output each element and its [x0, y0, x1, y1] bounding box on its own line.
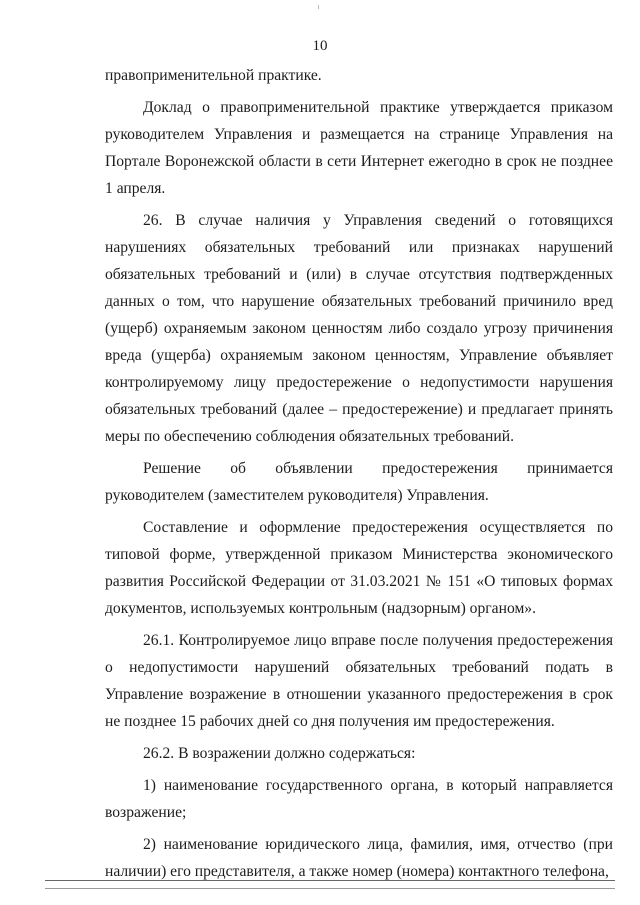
footer-divider — [45, 880, 615, 881]
paragraph-report-approval: Доклад о правоприменительной практике утверждается приказом руководителем Управления и размещается на странице Управления на Портале Воронежской области в сети Интернет ежегодно в срок не позднее 1 апреля. — [105, 99, 613, 197]
page-number: 10 — [312, 38, 328, 54]
footer-divider-secondary — [45, 888, 615, 889]
paragraph-warning-decision: Решение об объявлении предостережения принимается руководителем (заместителем руководителя) Управления. — [105, 460, 613, 504]
list-item-2: 2) наименование юридического лица, фамилия, имя, отчество (при наличии) его представителя, а также номер (номера) контактного телефона, — [105, 836, 613, 880]
scan-mark — [318, 5, 319, 9]
paragraph-item-26: 26. В случае наличия у Управления сведений о готовящихся нарушениях обязательных требований или признаках нарушений обязательных требований и (или) в случае отсутствия подтвержденных данных о том, что нарушение обязательных требований причинило вред (ущерб) охраняемым законом ценностям либо создало угрозу причинения вреда (ущерба) охраняемым законом ценностям, Управление объявляет контролируемому лицу предостережение о недопустимости нарушения обязательных требований (далее – предостережение) и предлагает принять меры по обеспечению соблюдения обязательных требований. — [105, 212, 613, 445]
paragraph-warning-form: Составление и оформление предостережения осуществляется по типовой форме, утвержденной приказом Министерства экономического развития Российской Федерации от 31.03.2021 № 151 «О типовых формах документов, используемых контрольным (надзорным) органом». — [105, 519, 613, 617]
list-item-1: 1) наименование государственного органа, в который направляется возражение; — [105, 777, 613, 821]
document-body — [105, 62, 613, 885]
paragraph-item-26-1: 26.1. Контролируемое лицо вправе после получения предостережения о недопустимости нарушений обязательных требований подать в Управление возражение в отношении указанного предостережения в срок не позднее 15 рабочих дней со дня получения им предостережения. — [105, 632, 613, 730]
paragraph-item-26-2: 26.2. В возражении должно содержаться: — [143, 745, 416, 762]
paragraph-continuation: правоприменительной практике. — [105, 67, 322, 84]
